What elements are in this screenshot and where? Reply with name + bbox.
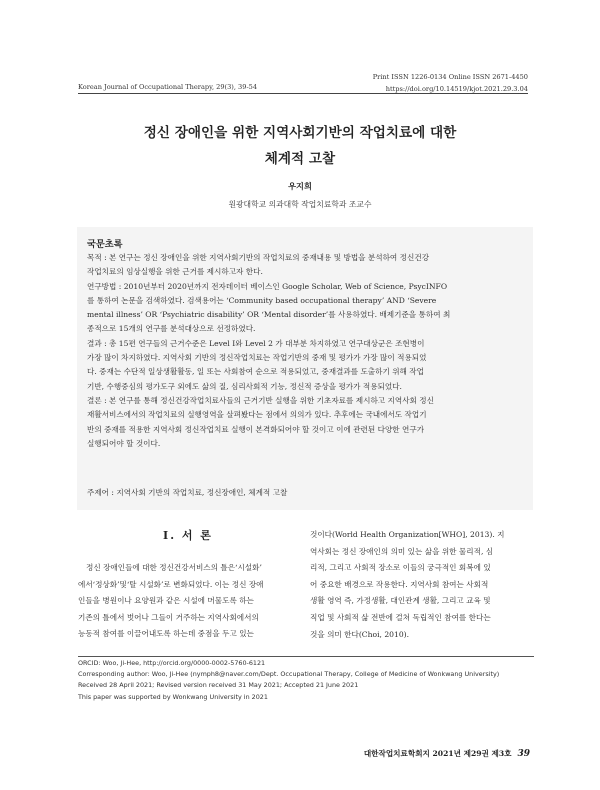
- body-line: 어 중요한 배경으로 작용한다. 지역사회 참여는 사회적: [310, 579, 489, 589]
- issn-doi-block: [373, 71, 528, 95]
- abstract-results: [87, 337, 523, 394]
- abstract-line: 작업치료의 임상실행을 위한 근거를 제시하고자 한다.: [87, 267, 263, 277]
- body-line: 것을 의미 한다(Choi, 2010).: [310, 629, 410, 639]
- body-line: 리적, 그리고 사회적 장소로 이들의 궁극적인 회복에 있: [310, 563, 491, 573]
- journal-footer-text: 대한작업치료학회지 2021년 제29권 제3호: [363, 749, 512, 758]
- body-line: 직업 및 사회적 삶 전반에 걸쳐 독립적인 참여를 한다는: [310, 612, 491, 622]
- footnote-dates: Received 28 April 2021; Revised version received 31 May 2021; Accepted 21 June 2021: [78, 681, 359, 690]
- body-line: 기존의 틀에서 벗어나 그들이 거주하는 지역사회에서의: [78, 612, 259, 622]
- abstract-methods: [87, 280, 523, 337]
- header-divider: [78, 93, 528, 94]
- author-name: 우지희: [288, 181, 312, 191]
- abstract-line: 다. 중재는 수단적 일상생활활동, 일 또는 사회참여 순으로 적용되었고, 중재결과를 도출하기 위해 작업: [87, 367, 424, 377]
- abstract-line: 재활서비스에서의 작업치료의 실행영역을 살펴봤다는 점에서 의의가 있다. 추후에는 국내에서도 작업기: [87, 410, 427, 420]
- abstract-line: 기반, 수행중심의 평가도구 외에도 삶의 질, 심리사회적 기능, 정신적 증상을 평가가 적용되었다.: [87, 381, 402, 391]
- body-line: 것이다(World Health Organization[WHO], 2013). 지: [310, 530, 505, 539]
- abstract-line: 가장 많이 차지하였다. 지역사회 기반의 정신작업치료는 작업기반의 중재 및 평가가 가장 많이 적용되었: [87, 353, 427, 363]
- abstract-heading: 국문초록: [87, 239, 123, 250]
- abstract-line: 결과 : 총 15편 연구들의 근거수준은 Level Ⅰ와 Level 2 가 대부분 차지하였고 연구대상군은 조현병이: [87, 338, 425, 348]
- footnote-corresponding-author: Corresponding author: Woo, Ji-Hee (nymph8@naver.com/Dept. Occupational Therapy, College of Medicine of Wonkwang University): [78, 670, 500, 679]
- journal-footer: [364, 748, 530, 759]
- journal-reference: Korean Journal of Occupational Therapy, 29(3), 39-54: [78, 83, 258, 91]
- body-line: 역사회는 정신 장애인의 의미 있는 삶을 위한 물리적, 심: [310, 546, 494, 556]
- body-column-left: [78, 560, 298, 643]
- author-affiliation: 원광대학교 의과대학 작업치료학과 조교수: [228, 200, 372, 209]
- footnotes: [78, 658, 499, 703]
- abstract-line: 목적 : 본 연구는 정신 장애인을 위한 지역사회기반의 작업치료의 중재내용 및 방법을 분석하여 정신건강: [87, 253, 430, 262]
- footnote-funding: This paper was supported by Wonkwang University in 2021: [78, 692, 268, 701]
- abstract-line: 연구방법 : 2010년부터 2020년까지 전자데이터 베이스인 Google Scholar, Web of Science, PsycINFO: [87, 281, 448, 291]
- abstract-conclusion: [87, 394, 523, 451]
- abstract-line: 를 통하여 논문을 검색하였다. 검색용어는 ‘Community based occupational therapy’ AND ‘Severe: [87, 295, 437, 305]
- paper-title: [60, 120, 540, 172]
- doi-link[interactable]: https://doi.org/10.14519/kjot.2021.29.3.04: [385, 85, 528, 93]
- body-line: 정신 장애인들에 대한 정신건강서비스의 틀은‘시설화’: [86, 563, 262, 572]
- page-number: 39: [517, 749, 530, 759]
- abstract-line: 반의 중재를 적용한 지역사회 정신작업치료 실행이 본격화되어야 할 것이고 이에 관련된 다양한 연구가: [87, 424, 425, 434]
- abstract-body: [87, 251, 523, 451]
- body-line: 생활 영역 즉, 가정생활, 대인관계 생활, 그리고 교육 및: [310, 596, 491, 606]
- abstract-box: [77, 227, 533, 510]
- abstract-line: 실행되어야 할 것이다.: [87, 438, 161, 448]
- issn-line: Print ISSN 1226-0134 Online ISSN 2671-4450: [372, 73, 528, 81]
- body-line: 인들을 병원이나 요양원과 같은 시설에 머물도록 하는: [78, 596, 254, 606]
- footnote-divider: [78, 656, 534, 657]
- abstract-purpose: [87, 251, 523, 280]
- abstract-keywords: 주제어 : 지역사회 기반의 작업치료, 정신장애인, 체계적 고찰: [87, 488, 288, 497]
- abstract-line: 결론 : 본 연구를 통해 정신건강작업치료사들의 근거기반 실행을 위한 기초자료를 제시하고 지역사회 정신: [87, 395, 434, 405]
- title-line-1: 정신 장애인을 위한 지역사회기반의 작업치료에 대한: [143, 125, 457, 141]
- body-line: 에서‘정상화’및‘탈 시설화’로 변화되었다. 이는 정신 장애: [78, 579, 264, 589]
- footnote-orcid: ORCID: Woo, Ji-Hee, http://orcid.org/0000-0002-5760-6121: [78, 659, 266, 667]
- title-line-2: 체계적 고찰: [264, 151, 336, 167]
- body-column-right: [310, 527, 532, 643]
- abstract-line: 종적으로 15개의 연구를 분석대상으로 선정하였다.: [87, 324, 256, 334]
- abstract-line: mental illness’ OR ‘Psychiatric disability’ OR ‘Mental disorder’를 사용하였다. 배제기준을 통하여 최: [87, 310, 451, 320]
- body-line: 능동적 참여를 이끌어내도록 하는데 중점을 두고 있는: [78, 629, 254, 639]
- section-heading-introduction: Ⅰ. 서 론: [163, 529, 213, 542]
